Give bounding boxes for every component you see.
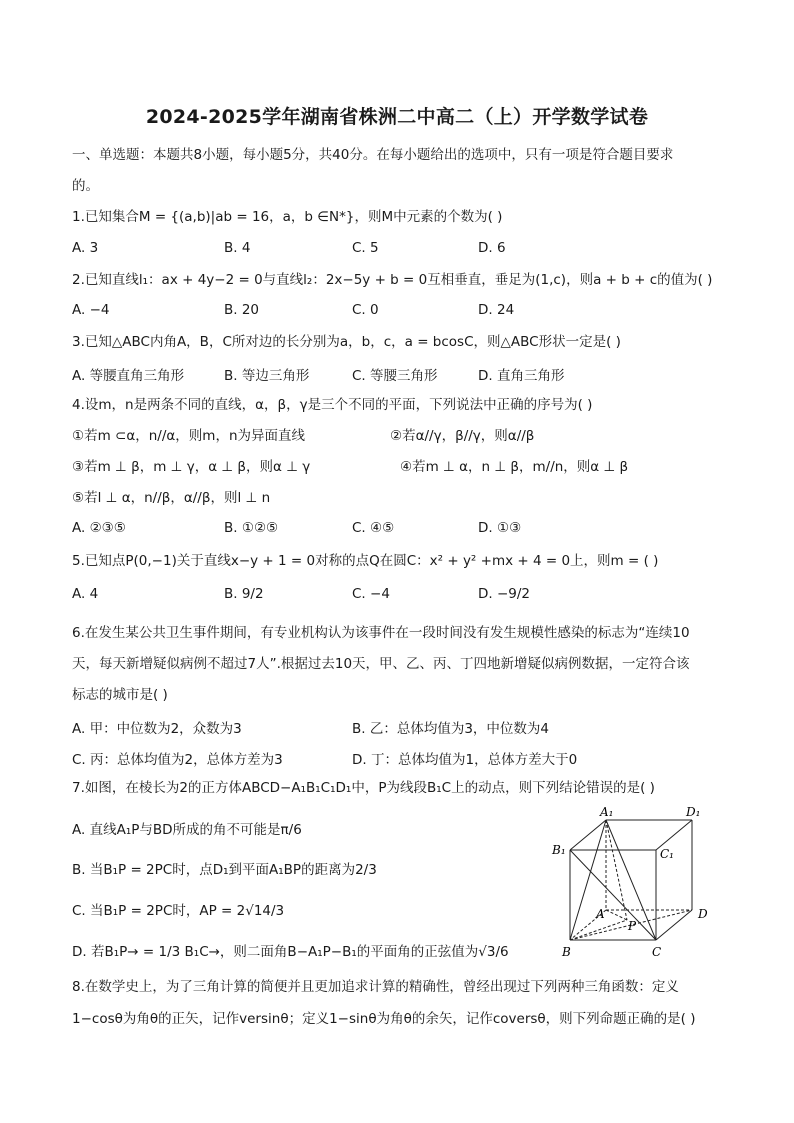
q7-option-a: A. 直线A₁P与BD所成的角不可能是π/6 <box>72 822 302 838</box>
q1-option-d: D. 6 <box>478 240 506 256</box>
q5-option-c: C. −4 <box>352 586 390 602</box>
label-A: A <box>596 907 605 921</box>
q4-option-b: B. ①②⑤ <box>224 520 279 536</box>
cube-diagram <box>548 806 718 962</box>
question-5-stem: 5.已知点P(0,−1)关于直线x−y + 1 = 0对称的点Q在圆C：x² + y² +mx + 4 = 0上，则m = ( ) <box>72 553 659 569</box>
q1-option-c: C. 5 <box>352 240 379 256</box>
q3-option-b: B. 等边三角形 <box>224 368 310 384</box>
q4-statement-3: ③若m ⊥ β，m ⊥ γ，α ⊥ β，则α ⊥ γ <box>72 459 311 475</box>
q2-option-b: B. 20 <box>224 302 260 318</box>
section-header-cont: 的。 <box>72 178 99 194</box>
question-6-stem-line-3: 标志的城市是( ) <box>72 687 168 703</box>
label-D: D <box>698 907 708 921</box>
question-2-stem: 2.已知直线l₁：ax + 4y−2 = 0与直线l₂：2x−5y + b = 0互相垂直，垂足为(1,c)，则a + b + c的值为( ) <box>72 272 713 288</box>
question-1-stem: 1.已知集合M = {(a,b)|ab = 16，a，b ∈N*}，则M中元素的个数为( ) <box>72 209 503 225</box>
label-A1: A₁ <box>600 806 614 819</box>
q7-option-c: C. 当B₁P = 2PC时，AP = 2√14/3 <box>72 903 285 919</box>
q2-option-a: A. −4 <box>72 302 110 318</box>
q4-option-d: D. ①③ <box>478 520 522 536</box>
label-P: P <box>628 919 637 933</box>
question-8-stem-line-2: 1−cosθ为角θ的正矢，记作versinθ；定义1−sinθ为角θ的余矢，记作coversθ，则下列命题正确的是( ) <box>72 1011 696 1027</box>
q5-option-d: D. −9/2 <box>478 586 531 602</box>
cube-figure <box>548 806 718 962</box>
question-6-stem-line-1: 6.在发生某公共卫生事件期间，有专业机构认为该事件在一段时间没有发生规模性感染的标志为“连续10 <box>72 625 690 641</box>
q3-option-c: C. 等腰三角形 <box>352 368 438 384</box>
q7-option-d: D. 若B₁P→ = 1/3 B₁C→，则二面角B−A₁P−B₁的平面角的正弦值为√3/6 <box>72 944 509 960</box>
question-6-stem-line-2: 天，每天新增疑似病例不超过7人”.根据过去10天，甲、乙、丙、丁四地新增疑似病例数据，一定符合该 <box>72 656 690 672</box>
q6-option-a: A. 甲：中位数为2，众数为3 <box>72 721 242 737</box>
question-3-stem: 3.已知△ABC内角A，B，C所对边的长分别为a，b，c，a = bcosC，则△ABC形状一定是( ) <box>72 334 621 350</box>
question-8-stem-line-1: 8.在数学史上，为了三角计算的简便并且更加追求计算的精确性，曾经出现过下列两种三角函数：定义 <box>72 979 679 995</box>
label-D1: D₁ <box>686 806 701 819</box>
q4-statement-4: ④若m ⊥ α，n ⊥ β，m//n，则α ⊥ β <box>400 459 629 475</box>
q3-option-a: A. 等腰直角三角形 <box>72 368 185 384</box>
label-C1: C₁ <box>660 847 674 861</box>
label-C: C <box>652 945 662 959</box>
q7-option-b: B. 当B₁P = 2PC时，点D₁到平面A₁BP的距离为2/3 <box>72 862 377 878</box>
q6-option-d: D. 丁：总体均值为1，总体方差大于0 <box>352 752 578 768</box>
q6-option-b: B. 乙：总体均值为3，中位数为4 <box>352 721 550 737</box>
q4-statement-5: ⑤若l ⊥ α，n//β，α//β，则l ⊥ n <box>72 490 271 506</box>
question-7-stem: 7.如图，在棱长为2的正方体ABCD−A₁B₁C₁D₁中，P为线段B₁C上的动点，则下列结论错误的是( ) <box>72 780 655 796</box>
q5-option-a: A. 4 <box>72 586 99 602</box>
q4-option-a: A. ②③⑤ <box>72 520 126 536</box>
q2-option-d: D. 24 <box>478 302 515 318</box>
label-B: B <box>562 945 571 959</box>
q4-statement-1: ①若m ⊂α，n//α，则m，n为异面直线 <box>72 428 306 444</box>
q4-option-c: C. ④⑤ <box>352 520 395 536</box>
q2-option-c: C. 0 <box>352 302 379 318</box>
q1-option-b: B. 4 <box>224 240 251 256</box>
q3-option-d: D. 直角三角形 <box>478 368 565 384</box>
section-header: 一、单选题：本题共8小题，每小题5分，共40分。在每小题给出的选项中，只有一项是符合题目要求 <box>72 147 674 163</box>
q5-option-b: B. 9/2 <box>224 586 264 602</box>
page-title: 2024-2025学年湖南省株洲二中高二（上）开学数学试卷 <box>145 106 649 128</box>
question-4-stem: 4.设m，n是两条不同的直线，α，β，γ是三个不同的平面，下列说法中正确的序号为( ) <box>72 397 593 413</box>
q1-option-a: A. 3 <box>72 240 99 256</box>
q4-statement-2: ②若α//γ，β//γ，则α//β <box>390 428 535 444</box>
q6-option-c: C. 丙：总体均值为2，总体方差为3 <box>72 752 283 768</box>
label-B1: B₁ <box>552 843 566 857</box>
